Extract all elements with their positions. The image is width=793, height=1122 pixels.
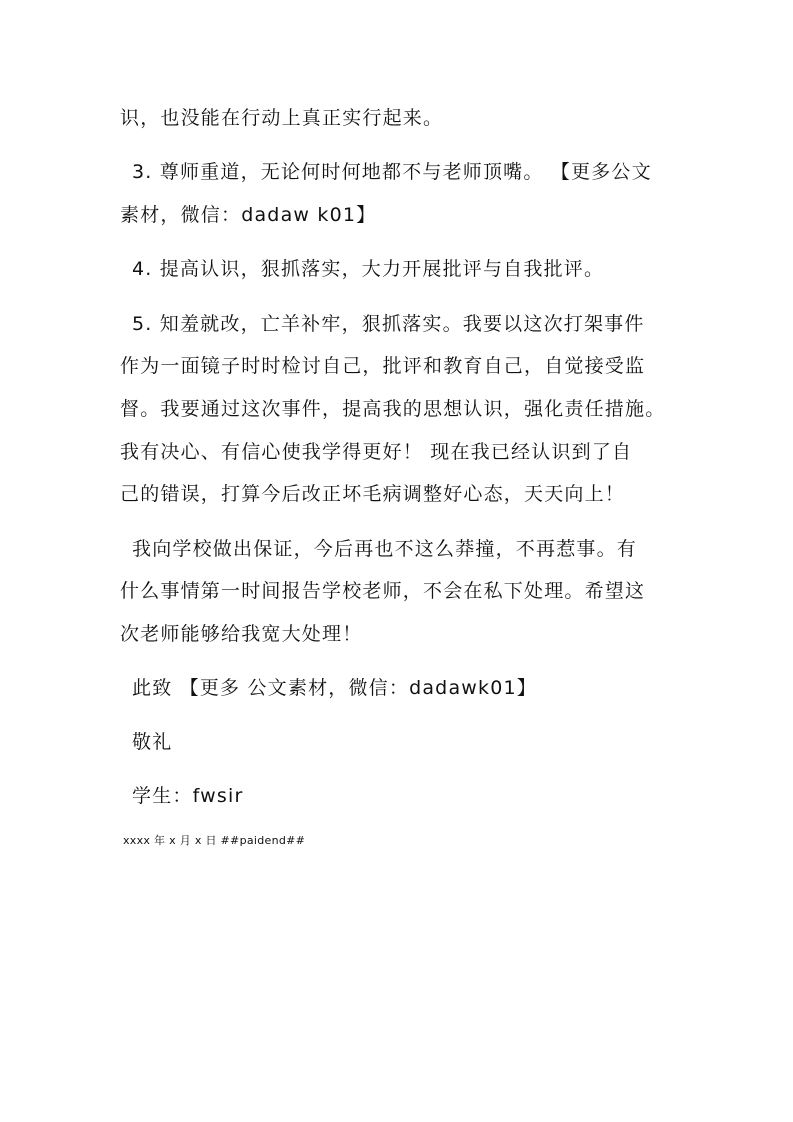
text-line-8: 我有决心、有信心使我学得更好！ 现在我已经认识到了自: [120, 441, 633, 463]
text-line-1: 识，也没能在行动上真正实行起来。: [120, 107, 444, 129]
text-line-15: 学生：fwsir: [132, 785, 244, 807]
text-line-9: 己的错误，打算今后改正坏毛病调整好心态，天天向上！: [120, 483, 626, 505]
text-line-5: 5. 知羞就改，亡羊补牢，狠抓落实。我要以这次打架事件: [132, 313, 645, 335]
date-footer-line: xxxx 年 x 月 x 日 ##paidend##: [123, 834, 306, 847]
text-line-3: 素材，微信：dadaw k01】: [120, 204, 377, 226]
text-line-4: 4. 提高认识，狠抓落实，大力开展批评与自我批评。: [132, 258, 605, 280]
text-line-2: 3. 尊师重道，无论何时何地都不与老师顶嘴。 【更多公文: [132, 161, 652, 183]
text-line-11: 什么事情第一时间报告学校老师，不会在私下处理。希望这: [120, 580, 646, 602]
text-line-13: 此致 【更多 公文素材，微信：dadawk01】: [132, 677, 538, 699]
text-line-12: 次老师能够给我宽大处理！: [120, 623, 363, 645]
text-line-7: 督。我要通过这次事件，提高我的思想认识，强化责任措施。: [120, 398, 666, 420]
text-line-6: 作为一面镜子时时检讨自己，批评和教育自己，自觉接受监: [120, 355, 646, 377]
text-line-14: 敬礼: [132, 731, 173, 753]
text-line-10: 我向学校做出保证，今后再也不这么莽撞，不再惹事。有: [132, 538, 638, 560]
